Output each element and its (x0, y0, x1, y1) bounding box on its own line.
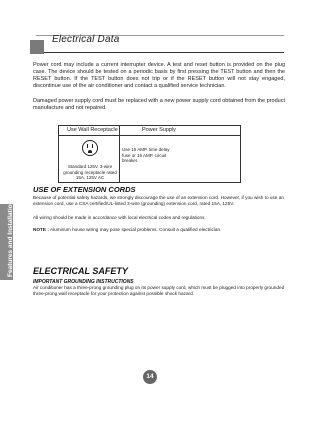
header-marker (30, 40, 44, 54)
power-supply-text: Use 15 AMP. time delay fuse or 15 AMP. circuit breaker. (122, 147, 170, 163)
grounding-instructions-text: Air conditioner has a three-prong grounding plug on its power supply cord, which must be plugged into properly grounded three-prong wall receptacle for your protection against possible shock hazard. (33, 285, 285, 296)
receptacle-table (58, 125, 241, 183)
wall-outlet-icon (82, 140, 98, 156)
outlet-slot-left (87, 144, 88, 148)
page-title: Electrical Data (52, 34, 120, 45)
page-number-badge: 14 (143, 370, 157, 384)
aluminum-note (33, 227, 287, 233)
table-header-power-supply: Power Supply (142, 127, 176, 133)
page-header (30, 30, 284, 54)
electrical-safety-heading: ELECTRICAL SAFETY (33, 266, 128, 276)
extension-cords-text: Because of potential safety hazards, we strongly discourage the use of an extension cord. However, if you wish to use an extension cord, use a CSA certified/UL-listed 3-wire (grounding) extension cord, rated 15A, 125V. (33, 195, 284, 206)
wiring-codes-text: All wiring should be made in accordance with local electrical codes and regulations. (33, 215, 206, 220)
outlet-ground-hole (88, 150, 92, 153)
grounding-instructions-heading: IMPORTANT GROUNDING INSTRUCTIONS (33, 279, 134, 285)
table-header-receptacle: Use Wall Receptacle (67, 127, 118, 133)
extension-cords-heading: USE OF EXTENSION CORDS (33, 185, 136, 194)
interrupter-paragraph: Power cord may include a current interrupter device. A test and reset button is provided on the plug case. The device should be tested on a periodic basis by first pressing the TEST button and then the RESET button. If the TEST button does not trip or if the RESET button will not stay engaged, discontinue use of the air conditioner and contact a qualified service technician. (33, 62, 285, 89)
table-header-rule (59, 135, 240, 136)
outlet-slot-right (92, 144, 93, 148)
note-label: NOTE : (33, 227, 49, 232)
section-side-tab-label: Features and Installation (7, 200, 14, 277)
note-text: Aluminum house wiring may pose special problems. Consult a qualified electrician. (48, 227, 222, 232)
damaged-cord-paragraph: Damaged power supply cord must be replaced with a new power supply cord obtained from the product manufacture and not repaired. (33, 98, 285, 111)
receptacle-caption: Standard 125V, 3-wire grounding receptacle rated 15A, 125V AC (63, 164, 117, 180)
